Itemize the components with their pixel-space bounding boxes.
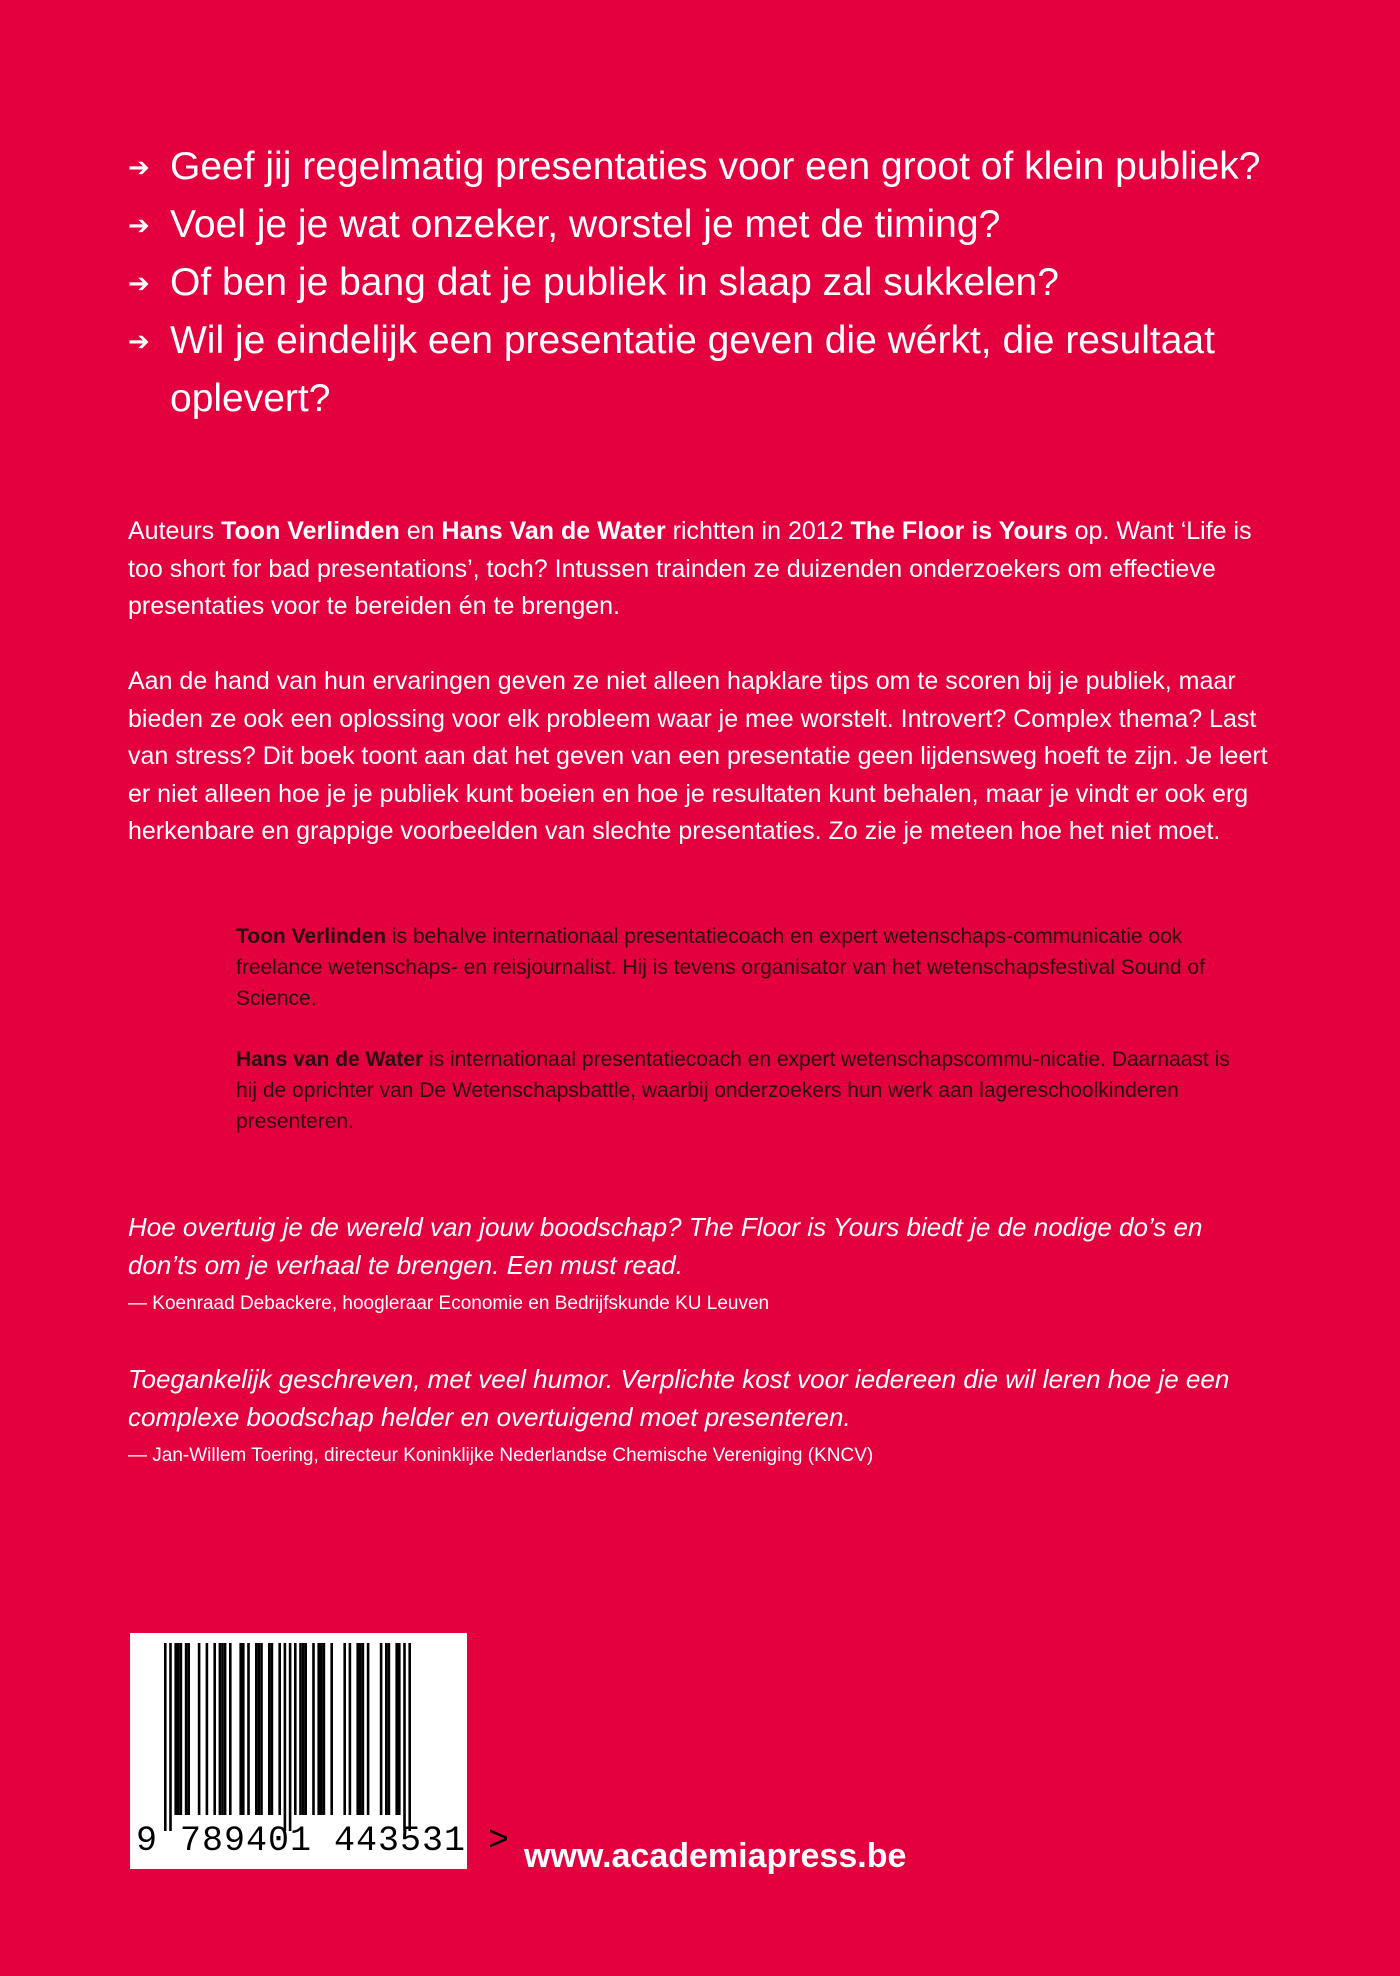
question-text: Geef jij regelmatig presentaties voor een groot of klein publiek? <box>170 145 1261 188</box>
barcode-bar <box>219 1643 222 1815</box>
barcode-bar <box>289 1643 292 1831</box>
barcode-bar <box>362 1643 365 1815</box>
bio-name: Toon Verlinden <box>236 925 387 948</box>
barcode-bar <box>349 1643 352 1815</box>
isbn-barcode <box>130 1633 511 1869</box>
barcode-bar <box>317 1643 320 1815</box>
barcode-bar <box>271 1643 274 1815</box>
arrow-right-icon: ➔ <box>128 326 150 356</box>
barcode-bar <box>304 1643 307 1815</box>
author-name: Hans Van de Water <box>441 517 666 545</box>
bio-text: is behalve internationaal presentatiecoach en expert wetenschaps-communicatie ook freelance wetenschaps- en reisjournalist. Hij is tevens organisator van het wetenschapsfestival Sound of Science. <box>236 925 1205 1010</box>
quote-attribution: — Jan-Willem Toering, directeur Koninklijke Nederlandse Chemische Vereniging (KNCV) <box>128 1445 874 1466</box>
barcode-bar <box>367 1643 370 1815</box>
author-name: Toon Verlinden <box>221 517 400 545</box>
barcode-bar <box>221 1643 224 1815</box>
barcode-bar <box>294 1643 297 1815</box>
barcode-bar <box>242 1643 245 1815</box>
barcode-bar <box>359 1643 362 1815</box>
barcode-bar <box>255 1643 258 1815</box>
barcode-bar <box>164 1643 167 1831</box>
isbn-digits: 9 789401 443531 > <box>136 1821 511 1861</box>
barcode-bar <box>403 1643 406 1831</box>
barcode-bar <box>284 1643 287 1831</box>
question-text: Of ben je bang dat je publiek in slaap zal sukkelen? <box>170 261 1059 304</box>
author-bio <box>236 921 1256 1014</box>
barcode-bar <box>320 1643 323 1815</box>
barcode-bar <box>206 1643 209 1815</box>
barcode-bar <box>169 1643 172 1831</box>
barcode-bar <box>174 1643 177 1815</box>
question-text: Wil je eindelijk een presentatie geven die wérkt, die resultaat oplevert? <box>170 319 1215 420</box>
barcode-bar <box>398 1643 401 1815</box>
barcode-bar <box>268 1643 271 1815</box>
barcode-bar <box>213 1643 216 1815</box>
bio-name: Hans van de Water <box>236 1048 424 1071</box>
company-name: The Floor is Yours <box>850 517 1068 545</box>
barcode-bar <box>180 1643 183 1815</box>
question-item <box>128 312 1288 428</box>
barcode-bar <box>247 1643 250 1815</box>
arrow-right-icon: ➔ <box>128 152 150 182</box>
barcode-bar <box>395 1643 398 1815</box>
barcode-bar <box>408 1643 411 1831</box>
barcode-bar <box>185 1643 188 1815</box>
question-text: Voel je je wat onzeker, worstel je met de timing? <box>170 203 1001 246</box>
question-list <box>128 138 1288 428</box>
bio-text: is internationaal presentatiecoach en expert wetenschapscommu-nicatie. Daarnaast is hij de oprichter van De Wetenschapsbattle, waarbij onderzoekers hun werk aan lagereschoolkinderen presenteren. <box>236 1048 1230 1133</box>
question-item <box>128 254 1288 312</box>
barcode-bar <box>330 1643 333 1815</box>
barcode-bar <box>229 1643 232 1815</box>
barcode-bar <box>224 1643 227 1815</box>
barcode-bar <box>385 1643 388 1815</box>
barcode-bar <box>299 1643 302 1815</box>
barcode-bar <box>343 1643 346 1815</box>
review-quote: Toegankelijk geschreven, met veel humor. Verplichte kost voor iedereen die wil leren hoe je een complexe boodschap helder en overtuigend moet presenteren. <box>128 1364 1230 1432</box>
barcode-bar <box>312 1643 315 1815</box>
publisher-website: www.academiapress.be <box>524 1837 907 1875</box>
barcode-bar <box>239 1643 242 1815</box>
intro-paragraph: Auteurs Toon Verlinden en Hans Van de Water richtten in 2012 The Floor is Yours op. Want ‘Life is too short for bad presentations’, toch? Intussen trainden ze duizenden onderzoekers om effectieve presentaties voor te bereiden én te brengen. <box>128 517 1252 620</box>
barcode-bar <box>260 1643 263 1815</box>
barcode-bar <box>177 1643 180 1815</box>
barcode-bar <box>380 1643 383 1815</box>
arrow-right-icon: ➔ <box>128 268 150 298</box>
review-quote: Hoe overtuig je de wereld van jouw boodschap? The Floor is Yours biedt je de nodige do’s en don’ts om je verhaal te brengen. Een must read. <box>128 1212 1203 1280</box>
question-item <box>128 138 1288 196</box>
barcode-bar <box>198 1643 201 1815</box>
description-paragraph: Aan de hand van hun ervaringen geven ze niet alleen hapklare tips om te scoren bij je publiek, maar bieden ze ook een oplossing voor elk probleem waar je mee worstelt. Introvert? Complex thema? Last van stress? Dit boek toont aan dat het geven van een presentatie geen lijdensweg hoeft te zijn. Je leert er niet alleen hoe je je publiek kunt boeien en hoe je resultaten kunt behalen, maar je vindt er ook erg herkenbare en grappige voorbeelden van slechte presentaties. Zo zie je meteen hoe het niet moet. <box>128 667 1268 845</box>
barcode-bar <box>323 1643 326 1815</box>
barcode-bar <box>302 1643 305 1815</box>
barcode-bar <box>388 1643 391 1815</box>
barcode-bar <box>258 1643 261 1815</box>
arrow-right-icon: ➔ <box>128 210 150 240</box>
barcode-bar <box>278 1643 281 1815</box>
quote-attribution: — Koenraad Debackere, hoogleraar Economie en Bedrijfskunde KU Leuven <box>128 1293 770 1314</box>
author-bio <box>236 1044 1256 1137</box>
barcode-bar <box>356 1643 359 1815</box>
question-item <box>128 196 1288 254</box>
barcode-bar <box>187 1643 190 1815</box>
